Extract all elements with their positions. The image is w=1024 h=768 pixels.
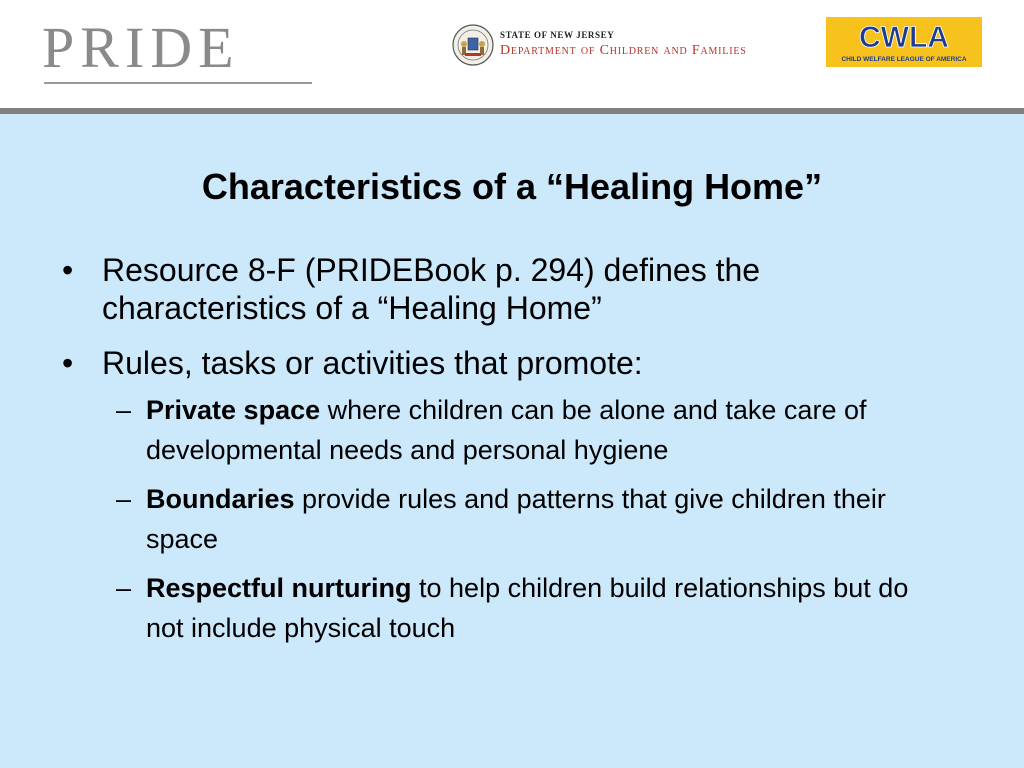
slide-header (0, 0, 1024, 108)
bullet-marker: • (62, 345, 74, 381)
sub-bullet-text: provide rules and patterns that give children their space (146, 484, 886, 554)
bullet-item (56, 251, 956, 327)
department-label: Department of Children and Families (500, 43, 747, 58)
state-label: STATE OF NEW JERSEY (500, 30, 615, 40)
dash-marker: – (116, 395, 132, 425)
new-jersey-seal-icon (452, 24, 494, 66)
bullet-text: Rules, tasks or activities that promote: (102, 345, 643, 381)
bullet-list (56, 251, 956, 665)
sub-bullet-text: where children can be alone and take care of developmental needs and personal hygiene (146, 395, 867, 465)
sub-bullet-bold: Respectful nurturing (146, 573, 412, 603)
sub-bullet-item (102, 479, 936, 559)
sub-bullet-text: to help children build relationships but do not include physical touch (146, 573, 909, 643)
sub-bullet-bold: Private space (146, 395, 321, 425)
bullet-item (56, 344, 956, 648)
sub-bullet-item (102, 568, 936, 648)
cwla-logo (826, 17, 982, 67)
slide-body (0, 114, 1024, 768)
dash-marker: – (116, 484, 132, 514)
pride-logo-text: PRIDE (42, 15, 240, 80)
pride-logo-underline (44, 82, 312, 84)
bullet-text: Resource 8-F (PRIDEBook p. 294) defines the characteristics of a “Healing Home” (102, 252, 761, 326)
cwla-logo-text: CWLA (859, 21, 949, 54)
bullet-marker: • (62, 252, 74, 288)
slide-title: Characteristics of a “Healing Home” (201, 166, 823, 207)
pride-logo (42, 15, 240, 84)
sub-bullet-item (102, 390, 936, 470)
sub-bullet-list (102, 390, 956, 648)
sub-bullet-bold: Boundaries (146, 484, 295, 514)
dash-marker: – (116, 573, 132, 603)
cwla-subtitle: CHILD WELFARE LEAGUE OF AMERICA (841, 56, 967, 63)
dcf-logo (500, 30, 747, 59)
